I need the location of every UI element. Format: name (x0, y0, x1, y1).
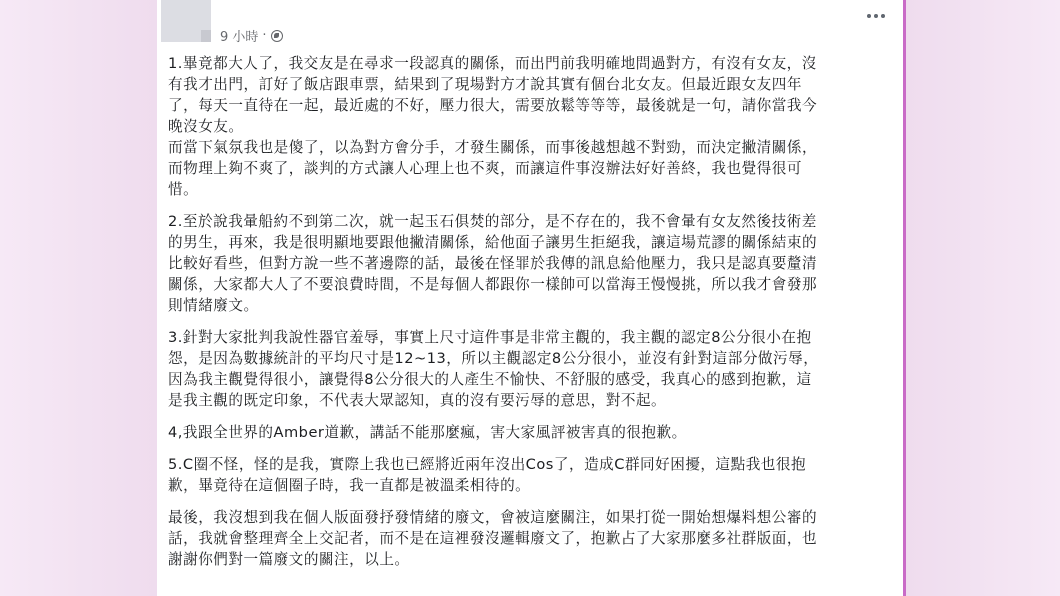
more-options-button[interactable] (863, 8, 889, 24)
post-meta (220, 26, 283, 45)
more-horizontal-icon-dot (874, 14, 878, 18)
more-horizontal-icon (867, 14, 871, 18)
meta-separator: · (262, 28, 267, 43)
paragraph-4: 4,我跟全世界的Amber道歉，講話不能那麼瘋，害大家風評被害真的很抱歉。 (168, 424, 687, 441)
paragraph-2: 2.至於說我暈船約不到第二次，就一起玉石俱焚的部分，是不存在的，我不會暈有女友然後技術差 的男生，再來，我是很明顯地要跟他撇清關係，給他面子讓男生拒絕我，讓這場荒謬的關係結束的 比較好看些，但對方說一些不著邊際的話，最後在怪罪於我傳的訊息給他壓力，我只是認真要釐清 關係，大家都大人了不要浪費時間，不是每個人都跟你一樣帥可以當海王慢慢挑，所以我才會發那 則情緒廢文。 (168, 213, 818, 314)
background-frame-right (906, 0, 1060, 596)
post-timestamp[interactable]: 9 小時 (220, 30, 259, 45)
paragraph-6: 最後，我沒想到我在個人版面發抒發情緒的廢文，會被這麼關注，如果打從一開始想爆料想公審的 話，我就會整理齊全上交記者，而不是在這裡發沒邏輯廢文了，抱歉占了大家那麼多社群版面，也 謝謝你們對一篇廢文的關注，以上。 (168, 509, 818, 568)
paragraph-5: 5.C圈不怪，怪的是我，實際上我也已經將近兩年沒出Cos了，造成C群同好困擾，這點我也很抱 歉，畢竟待在這個圈子時，我一直都是被溫柔相待的。 (168, 456, 807, 494)
more-horizontal-icon-dot (881, 14, 885, 18)
post-header (157, 0, 903, 52)
post-card (157, 0, 903, 596)
post-body (168, 53, 890, 578)
avatar-badge (201, 30, 211, 42)
frame-border (903, 0, 906, 596)
background-frame-left (0, 0, 157, 596)
globe-icon (271, 30, 283, 42)
paragraph-3: 3.針對大家批判我說性器官羞辱，事實上尺寸這件事是非常主觀的，我主觀的認定8公分很小在抱 怨，是因為數據統計的平均尺寸是12~13，所以主觀認定8公分很小，並沒有針對這部分做污辱， 因為我主觀覺得很小，讓覺得8公分很大的人產生不愉快、不舒服的感受，我真心的感到抱歉，這 是我主觀的既定印象，不代表大眾認知，真的沒有要污辱的意思，對不起。 (168, 329, 819, 409)
paragraph-1: 1.畢竟都大人了，我交友是在尋求一段認真的關係，而出門前我明確地問過對方，有沒有女友，沒 有我才出門，訂好了飯店跟車票，結果到了現場對方才說其實有個台北女友。但最近跟女友四年 了，每天一直待在一起，最近處的不好，壓力很大，需要放鬆等等等，最後就是一句，請你當我今 晚沒女友。 而當下氣氛我也是傻了，以為對方會分手，才發生關係，而事後越想越不對勁，而決定撇清關係， 而物理上夠不爽了，談判的方式讓人心理上也不爽，而讓這件事沒辦法好好善終，我也覺得很可 惜。 (168, 55, 818, 198)
